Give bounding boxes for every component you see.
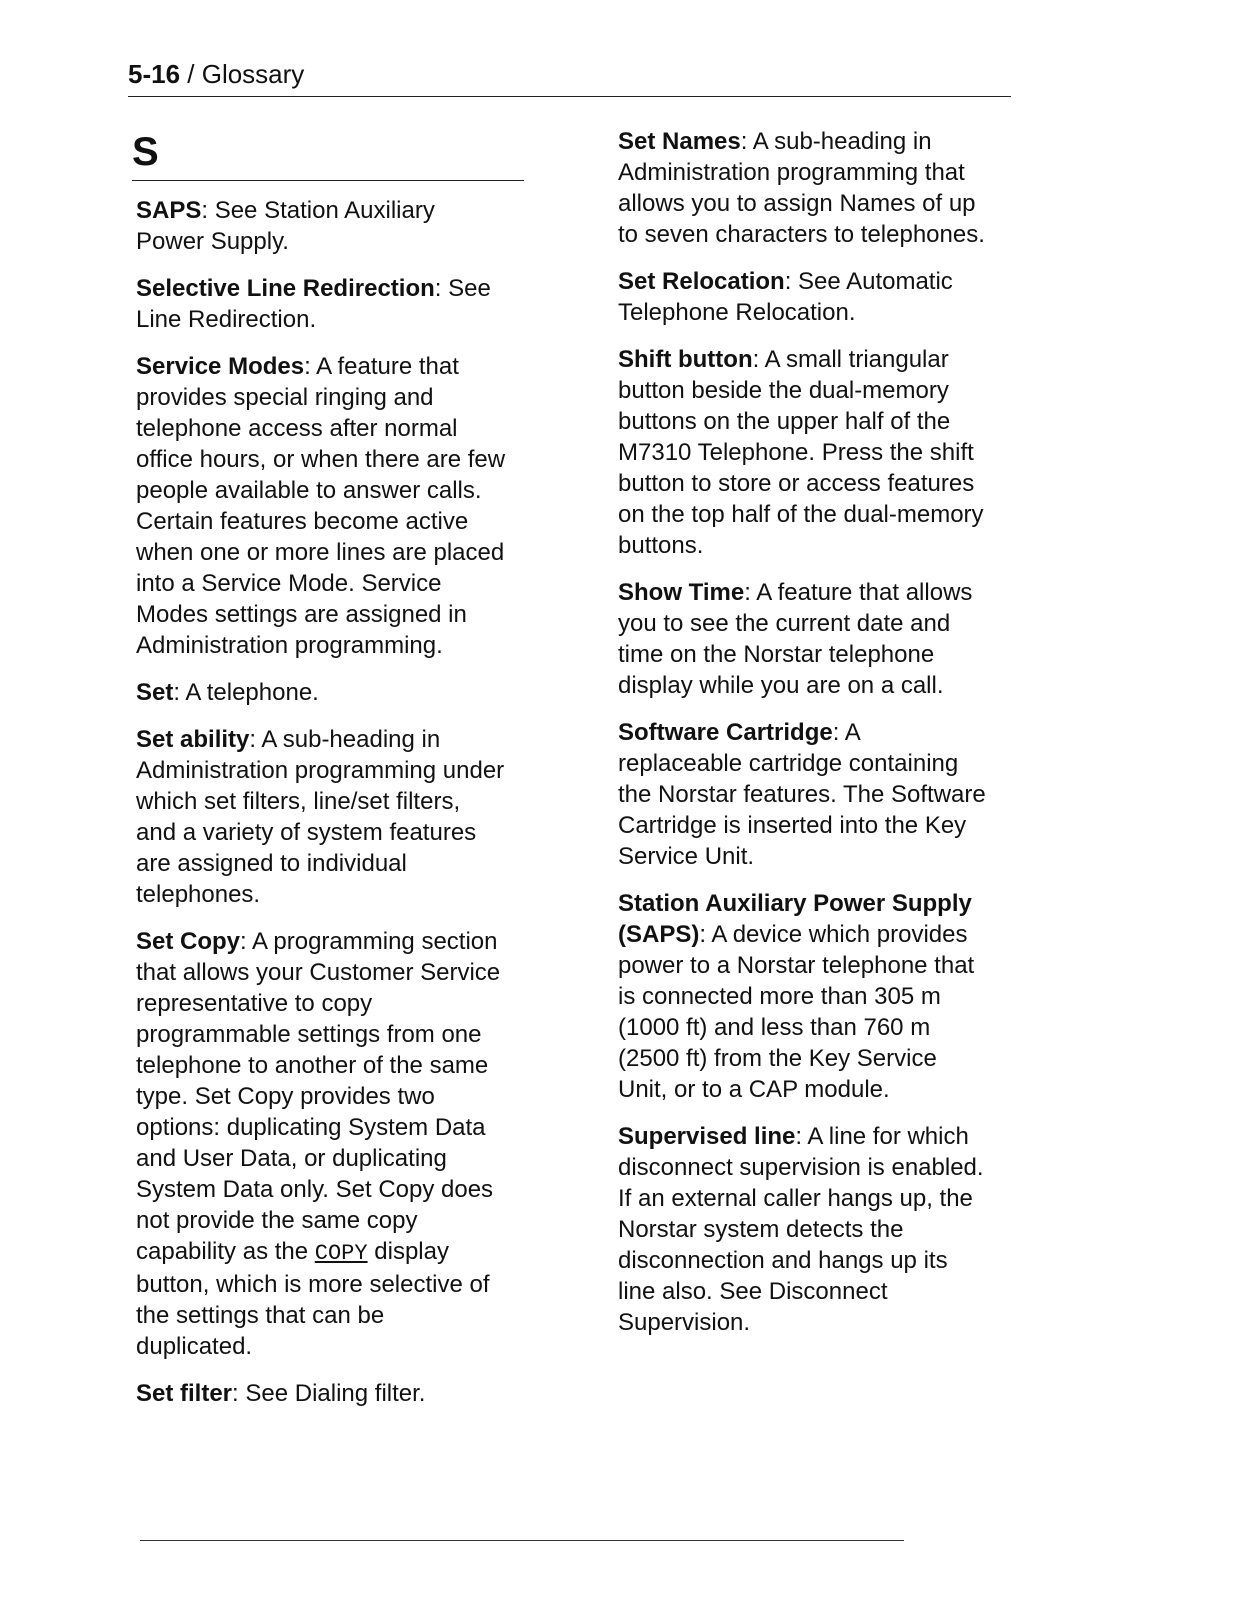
glossary-entry-service-modes: Service Modes: A feature that provides special ringing and telephone access after normal office hours, or when there are few people available to answer calls. Certain features become active when one or more lines are placed into a Service Mode. Service Modes settings are assigned in Administration programming.	[136, 353, 506, 659]
entry-definition: A device which provides power to a Norstar telephone that is connected more than 305 m (1000 ft) and less than 760 m (2500 ft) from the Key Service Unit, or to a CAP module.	[618, 921, 975, 1103]
entry-term: Service Modes	[136, 353, 305, 380]
entry-definition: A line for which disconnect supervision is enabled. If an external caller hangs up, the Norstar system detects the disconnection and hangs up its line also. See Disconnect Supervision.	[618, 1123, 984, 1336]
entry-term: SAPS	[136, 197, 202, 224]
entry-term: Set ability	[136, 726, 250, 753]
entry-definition: A sub-heading in Administration programming under which set filters, line/set filters, and a variety of system features are assigned to individual telephones.	[136, 726, 505, 908]
glossary-entry-set-names: Set Names: A sub-heading in Administration programming that allows you to assign Names of up to seven characters to telephones.	[618, 128, 985, 248]
glossary-entry-saps: SAPS: See Station Auxiliary Power Supply.	[136, 197, 435, 255]
glossary-entry-software-cartridge: Software Cartridge: A replaceable cartridge containing the Norstar features. The Software Cartridge is inserted into the Key Service Unit.	[618, 719, 986, 870]
entry-term: Supervised line	[618, 1123, 796, 1150]
entry-term: Show Time	[618, 579, 745, 606]
glossary-entry-supervised-line: Supervised line: A line for which disconnect supervision is enabled. If an external caller hangs up, the Norstar system detects the disconnection and hangs up its line also. See Disconnect Supervision.	[618, 1123, 984, 1336]
glossary-entry-selective-line-redirection: Selective Line Redirection: See Line Redirection.	[136, 275, 491, 333]
entry-definition-continued: display button, which is more selective of the settings that can be duplicated.	[136, 1238, 490, 1360]
entry-term: Set filter	[136, 1380, 233, 1407]
entry-term: Set Copy	[136, 928, 241, 955]
entry-definition: A programming section that allows your Customer Service representative to copy programmable settings from one telephone to another of the same type. Set Copy provides two options: duplicating System Data and User Data, or duplicating System Data only. Set Copy does not provide the same copy capability as the	[136, 928, 501, 1265]
copy-display-button-label: COPY	[314, 1241, 368, 1266]
entry-definition: A feature that provides special ringing and telephone access after normal office hours, or when there are few people available to answer calls. Certain features become active when one or more lines are placed into a Service Mode. Service Modes settings are assigned in Administration programming.	[136, 353, 506, 659]
glossary-column-right	[618, 126, 990, 1354]
page-header	[128, 58, 1011, 97]
entry-definition: A feature that allows you to see the current date and time on the Norstar telephone display while you are on a call.	[618, 579, 973, 699]
entry-term: Software Cartridge	[618, 719, 833, 746]
glossary-entry-set: Set: A telephone.	[136, 679, 319, 706]
entry-definition: A telephone.	[185, 679, 319, 706]
entry-term: Selective Line Redirection	[136, 275, 435, 302]
entry-term: Set	[136, 679, 174, 706]
entry-term: Shift button	[618, 346, 753, 373]
section-letter-heading: S	[132, 128, 524, 181]
glossary-entry-station-auxiliary-power-supply: Station Auxiliary Power Supply (SAPS): A device which provides power to a Norstar telephone that is connected more than 305 m (1000 ft) and less than 760 m (2500 ft) from the Key Service Unit, or to a CAP module.	[618, 890, 975, 1103]
glossary-entry-set-filter: Set filter: See Dialing filter.	[136, 1380, 426, 1407]
header-separator: /	[180, 59, 202, 89]
entry-term: Set Names	[618, 128, 741, 155]
section-title: Glossary	[201, 59, 305, 89]
glossary-entry-shift-button: Shift button: A small triangular button beside the dual-memory buttons on the upper half of the M7310 Telephone. Press the shift button to store or access features on the top half of the dual-memory buttons.	[618, 346, 984, 559]
entry-definition: A small triangular button beside the dual-memory buttons on the upper half of the M7310 Telephone. Press the shift button to store or access features on the top half of the dual-memory buttons.	[618, 346, 984, 559]
entry-definition: A sub-heading in Administration programming that allows you to assign Names of up to seven characters to telephones.	[618, 128, 985, 248]
entry-term: Station Auxiliary Power Supply (SAPS)	[618, 890, 972, 948]
entry-definition: See Line Redirection.	[136, 275, 491, 333]
entry-definition: A replaceable cartridge containing the Norstar features. The Software Cartridge is inserted into the Key Service Unit.	[618, 719, 986, 870]
glossary-entry-set-ability: Set ability: A sub-heading in Administration programming under which set filters, line/set filters, and a variety of system features are assigned to individual telephones.	[136, 726, 505, 908]
glossary-entry-set-copy: Set Copy: A programming section that allows your Customer Service representative to copy programmable settings from one telephone to another of the same type. Set Copy provides two options: duplicating System Data and User Data, or duplicating System Data only. Set Copy does not provide the same copy capability as the COPY display button, which is more selective of the settings that can be duplicated.	[136, 928, 501, 1360]
entry-definition: See Station Auxiliary Power Supply.	[136, 197, 435, 255]
footer-divider	[140, 1540, 904, 1541]
entry-definition: See Dialing filter.	[245, 1380, 426, 1407]
entry-term: Set Relocation	[618, 268, 785, 295]
glossary-entry-set-relocation: Set Relocation: See Automatic Telephone Relocation.	[618, 268, 953, 326]
glossary-column-left	[136, 195, 506, 1425]
page-number: 5-16	[128, 59, 181, 89]
glossary-entry-show-time: Show Time: A feature that allows you to see the current date and time on the Norstar telephone display while you are on a call.	[618, 579, 973, 699]
entry-definition: See Automatic Telephone Relocation.	[618, 268, 953, 326]
